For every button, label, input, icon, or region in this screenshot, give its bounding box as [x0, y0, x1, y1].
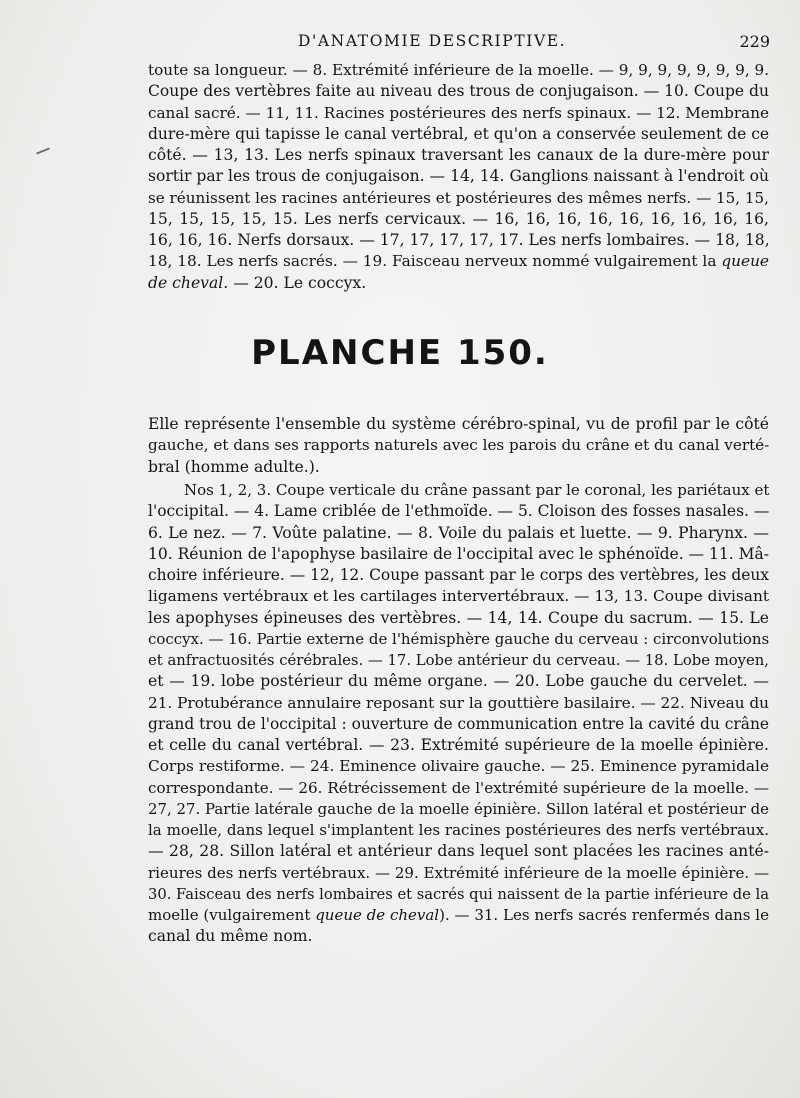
- text-line: canal sacré. — 11, 11. Racines postérieures des nerfs spinaux. — 12. Membrane: [148, 103, 769, 122]
- text-line: Corps restiforme. — 24. Eminence olivaire gauche. — 25. Eminence pyramidale: [148, 757, 769, 776]
- text-line: et anfractuosités cérébrales. — 17. Lobe antérieur du cerveau. — 18. Lobe moyen,: [148, 652, 769, 669]
- legend-continuation: [148, 60, 769, 294]
- text-line-with-italic: [148, 251, 769, 272]
- plate-intro: [148, 414, 769, 478]
- text-line: Elle représente l'ensemble du système cérébro-spinal, vu de profil par le côté: [148, 415, 769, 433]
- italic-term: de cheval.: [148, 273, 229, 292]
- text-segment: moelle (vulgairement: [148, 906, 316, 924]
- text-line: toute sa longueur. — 8. Extrémité inférieure de la moelle. — 9, 9, 9, 9, 9, 9, 9, 9.: [148, 61, 770, 79]
- text-line: et — 19. lobe postérieur du même organe. — 20. Lobe gauche du cervelet. —: [148, 672, 769, 691]
- plate-legend: [148, 480, 769, 948]
- italic-term: queue de cheval: [315, 906, 440, 924]
- text-line: coccyx. — 16. Partie externe de l'hémisphère gauche du cerveau : circonvolutions: [148, 629, 770, 648]
- italic-term: queue: [721, 252, 769, 271]
- text-line: et celle du canal vertébral. — 23. Extrémité supérieure de la moelle épinière.: [148, 736, 769, 754]
- text-line: la moelle, dans lequel s'implantent les racines postérieures des nerfs vertébraux.: [148, 821, 769, 839]
- plate-heading: PLANCHE 150.: [251, 333, 549, 373]
- text-line: choire inférieure. — 12, 12. Coupe passant par le corps des vertèbres, les deux: [148, 566, 769, 584]
- text-line: Nos 1, 2, 3. Coupe verticale du crâne passant par le coronal, les pariétaux et: [184, 481, 770, 499]
- text-line: Coupe des vertèbres faite au niveau des trous de conjugaison. — 10. Coupe du: [148, 82, 769, 101]
- running-head: D'ANATOMIE DESCRIPTIVE.: [298, 32, 567, 50]
- text-line: rieures des nerfs vertébraux. — 29. Extrémité inférieure de la moelle épinière. —: [148, 863, 769, 882]
- text-line-last: canal du même nom.: [148, 927, 313, 946]
- text-line: 21. Protubérance annulaire reposant sur la gouttière basilaire. — 22. Niveau du: [148, 693, 769, 712]
- text-line: se réunissent les racines antérieures et postérieures des mêmes nerfs. — 15, 15,: [148, 188, 769, 207]
- text-line: l'occipital. — 4. Lame criblée de l'ethmoïde. — 5. Cloison des fosses nasales. —: [148, 502, 770, 521]
- text-line: sortir par les trous de conjugaison. — 14, 14. Ganglions naissant à l'endroit où: [148, 167, 769, 186]
- text-line: 10. Réunion de l'apophyse basilaire de l'occipital avec le sphénoïde. — 11. Mâ-: [148, 544, 769, 563]
- text-segment: ). — 31. Les nerfs sacrés renfermés dans le: [439, 906, 769, 924]
- text-line: 16, 16, 16. Nerfs dorsaux. — 17, 17, 17, 17, 17. Les nerfs lombaires. — 18, 18,: [148, 231, 770, 249]
- margin-pen-mark: [36, 147, 50, 154]
- text-line: 15, 15, 15, 15, 15. Les nerfs cervicaux. — 16, 16, 16, 16, 16, 16, 16, 16, 16,: [148, 209, 769, 228]
- text-line: dure-mère qui tapisse le canal vertébral, et qu'on a conservée seulement de ce: [148, 124, 770, 143]
- text-line: correspondante. — 26. Rétrécissement de l'extrémité supérieure de la moelle. —: [148, 778, 769, 797]
- text-line-last: bral (homme adulte.).: [148, 457, 320, 476]
- text-line: 27, 27. Partie latérale gauche de la moelle épinière. Sillon latéral et postérieur de: [148, 799, 769, 818]
- page-header: [148, 32, 770, 56]
- text-line: ligamens vertébraux et les cartilages intervertébraux. — 13, 13. Coupe divisant: [148, 587, 769, 606]
- text-segment: — 20. Le coccyx.: [228, 273, 367, 292]
- text-line: 30. Faisceau des nerfs lombaires et sacrés qui naissent de la partie inférieure de la: [148, 885, 769, 903]
- text-line: 6. Le nez. — 7. Voûte palatine. — 8. Voile du palais et luette. — 9. Pharynx. —: [148, 523, 769, 542]
- text-line: — 28, 28. Sillon latéral et antérieur dans lequel sont placées les racines anté-: [148, 842, 769, 861]
- text-line-last: [148, 273, 769, 294]
- text-segment: 18, 18. Les nerfs sacrés. — 19. Faisceau nerveux nommé vulgairement la: [148, 252, 717, 271]
- text-line: côté. — 13, 13. Les nerfs spinaux traversant les canaux de la dure-mère pour: [148, 146, 769, 164]
- text-line: gauche, et dans ses rapports naturels avec les parois du crâne et du canal verté-: [148, 436, 770, 455]
- text-line: grand trou de l'occipital : ouverture de communication entre la cavité du crâne: [148, 714, 769, 733]
- page-number: 229: [739, 32, 770, 51]
- text-line: les apophyses épineuses des vertèbres. — 14, 14. Coupe du sacrum. — 15. Le: [148, 608, 769, 627]
- text-line-with-italic: [148, 905, 769, 926]
